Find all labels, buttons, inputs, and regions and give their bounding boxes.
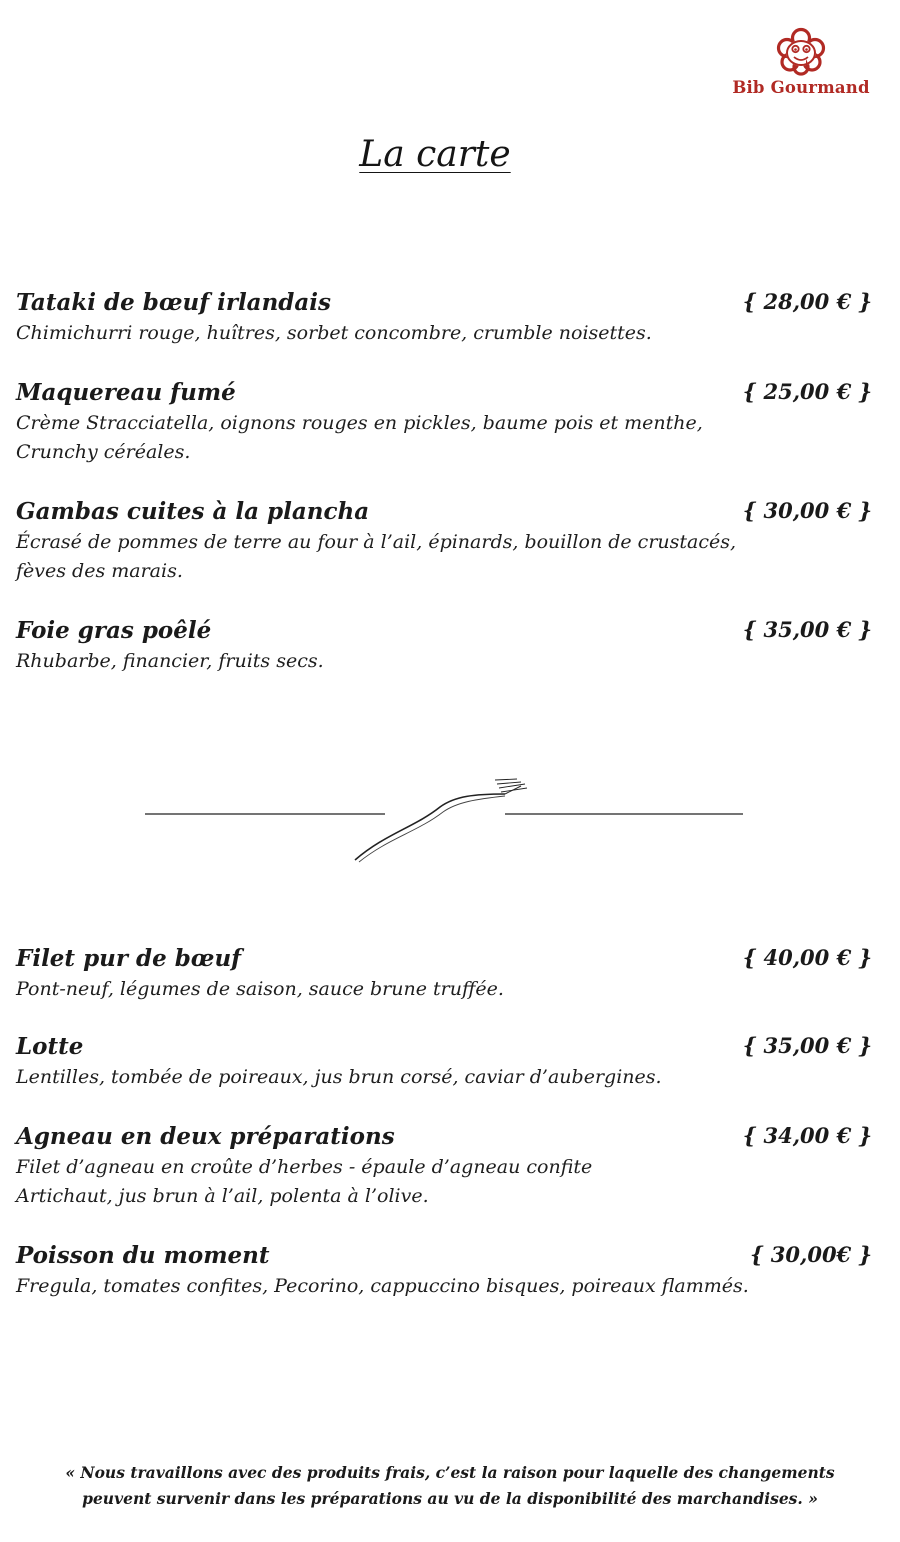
logo-text: Bib Gourmand (732, 78, 870, 97)
menu-item (16, 379, 878, 467)
fork-divider-icon (145, 772, 745, 867)
menu-item (16, 498, 878, 586)
menu-item (16, 1123, 878, 1211)
menu-item-header (16, 498, 878, 528)
menu-item-header (16, 945, 878, 975)
dish-description: Artichaut, jus brun à l’ail, polenta à l’olive. (16, 1185, 429, 1207)
dish-name: Lotte (16, 1033, 84, 1060)
menu-item-header (16, 1123, 878, 1153)
page-title: La carte (359, 134, 511, 175)
dish-description: Crunchy céréales. (16, 441, 191, 463)
dish-description: Chimichurri rouge, huîtres, sorbet concombre, crumble noisettes. (16, 322, 652, 344)
footer-line-2: peuvent survenir dans les préparations au vu de la disponibilité des marchandises. » (82, 1489, 818, 1508)
dish-name: Poisson du moment (16, 1242, 270, 1269)
dish-price: { 28,00 € } (742, 289, 872, 314)
menu-item-header (16, 1033, 878, 1063)
dish-description: Écrasé de pommes de terre au four à l’ail, épinards, bouillon de crustacés, (16, 531, 737, 553)
dish-description: Lentilles, tombée de poireaux, jus brun corsé, caviar d’aubergines. (16, 1066, 662, 1088)
dish-price: { 35,00 € } (742, 1033, 872, 1058)
dish-description: Rhubarbe, financier, fruits secs. (16, 650, 324, 672)
dish-price: { 30,00 € } (742, 498, 872, 523)
menu-item (16, 1242, 878, 1301)
menu-item (16, 945, 878, 1004)
dish-price: { 35,00 € } (742, 617, 872, 642)
dish-price: { 25,00 € } (742, 379, 872, 404)
dish-name: Agneau en deux préparations (16, 1123, 395, 1150)
menu-item (16, 1033, 878, 1092)
dish-name: Foie gras poêlé (16, 617, 212, 644)
dish-price: { 30,00€ } (749, 1242, 872, 1267)
menu-item-header (16, 1242, 878, 1272)
menu-section-starters (16, 289, 878, 676)
dish-description: fèves des marais. (16, 560, 183, 582)
dish-name: Maquereau fumé (16, 379, 236, 406)
bib-gourmand-logo-icon (766, 26, 836, 78)
dish-description: Pont-neuf, légumes de saison, sauce brune truffée. (16, 978, 504, 1000)
dish-name: Filet pur de bœuf (16, 945, 242, 972)
dish-description: Crème Stracciatella, oignons rouges en pickles, baume pois et menthe, (16, 412, 703, 434)
menu-item-header (16, 379, 878, 409)
menu-item-header (16, 617, 878, 647)
footer-line-1: « Nous travaillons avec des produits frais, c’est la raison pour laquelle des changements (65, 1463, 835, 1482)
menu-section-mains (16, 945, 878, 1301)
dish-description: Filet d’agneau en croûte d’herbes - épaule d’agneau confite (16, 1156, 593, 1178)
dish-name: Tataki de bœuf irlandais (16, 289, 331, 316)
dish-description: Fregula, tomates confites, Pecorino, cappuccino bisques, poireaux flammés. (16, 1275, 749, 1297)
dish-price: { 40,00 € } (742, 945, 872, 970)
dish-price: { 34,00 € } (742, 1123, 872, 1148)
menu-item-header (16, 289, 878, 319)
menu-item (16, 289, 878, 348)
footer-note (0, 1460, 900, 1512)
dish-name: Gambas cuites à la plancha (16, 498, 370, 525)
bib-gourmand-logo (716, 26, 886, 102)
menu-item (16, 617, 878, 676)
